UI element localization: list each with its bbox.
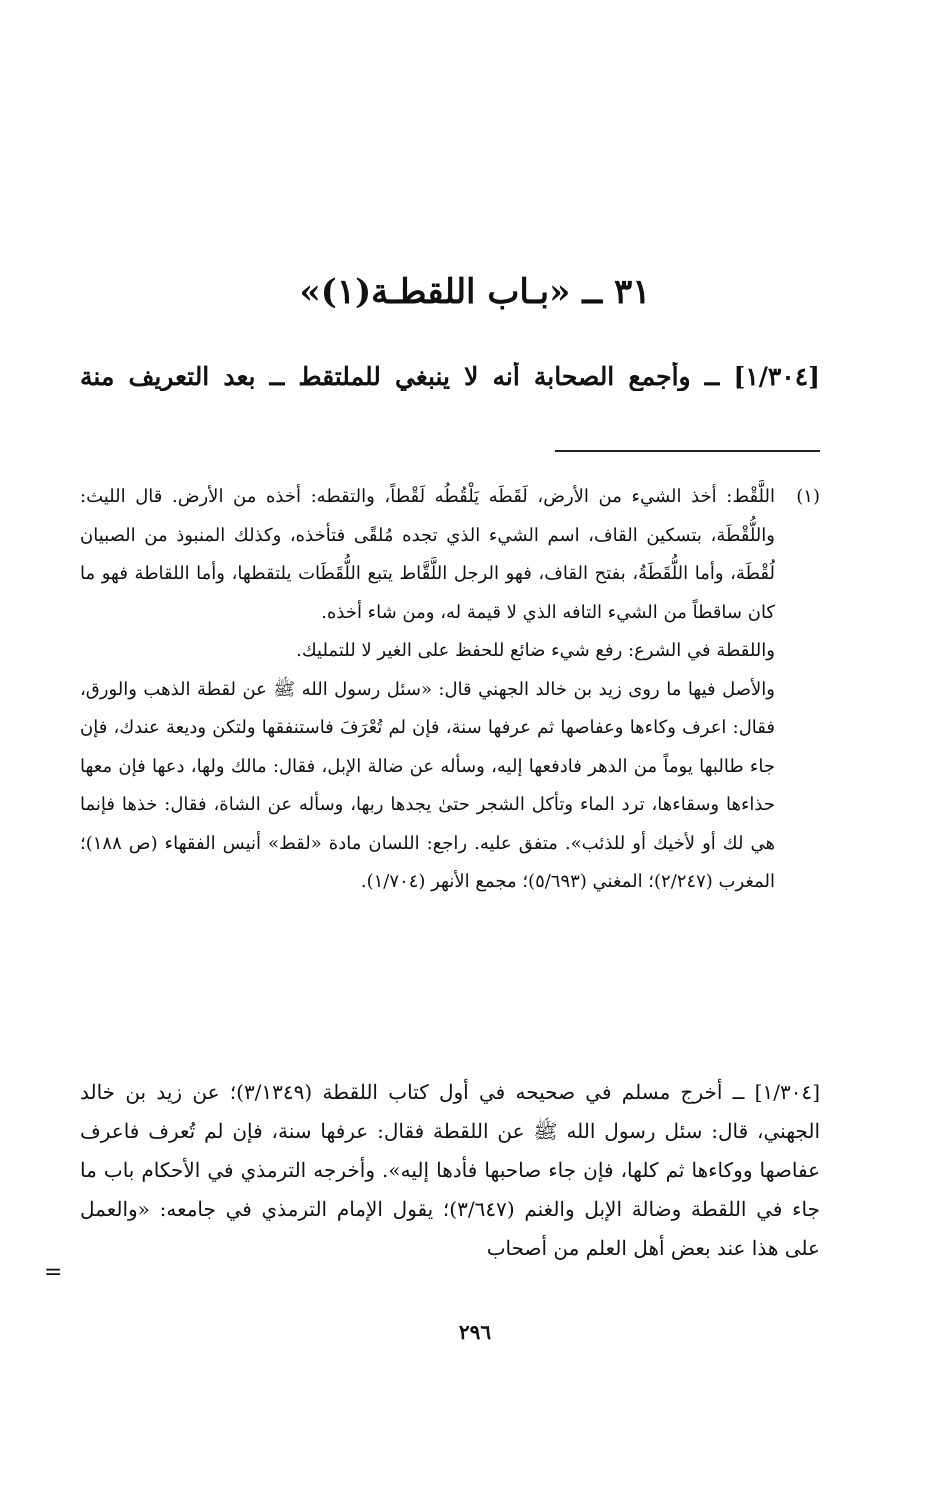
footnote [80,478,820,902]
continuation-mark: = [44,1260,63,1285]
footnote-paragraph-sharia: واللقطة في الشرع: رفع شيء ضائع للحفظ على الغير لا للتمليك. [296,640,775,661]
chapter-title: ٣١ ــ «بـاب اللقطـة(١)» [299,272,651,312]
footnote-separator [555,450,820,452]
footnote-row [80,478,820,902]
footnote-paragraph-hadith: والأصل فيها ما روى زيد بن خالد الجهني قال: «سئل رسول الله ﷺ عن لقطة الذهب والورق، فقال: اعرف وكاءها وعفاصها ثم عرفها سنة، فإن لم تُعْرَفَ فاستنفقها ولتكن وديعة عندك، فإن جاء طالبها يوماً من الدهر فادفعها إليه، وسأله عن ضالة الإبل، فقال: مالك ولها، دعها فإن معها حذاءها وسقاءها، ترد الماء وتأكل الشجر حتىٰ يجدها ربها، وسأله عن الشاة، فقال: خذها فإنما هي لك أو لأخيك أو للذئب». متفق عليه. راجع: اللسان مادة «لقط» أنيس الفقهاء (ص ١٨٨)؛ المغرب (٢/٢٤٧)؛ المغني (٥/٦٩٣)؛ مجمع الأنهر (١/٧٠٤). [80,678,775,892]
main-text-line: [١/٣٠٤] ــ وأجمع الصحابة أنه لا ينبغي للملتقط ــ بعد التعريف منة [80,362,820,391]
commentary-paragraph: [١/٣٠٤] ــ أخرج مسلم في صحيحه في أول كتاب اللقطة (٣/١٣٤٩)؛ عن زيد بن خالد الجهني، قال: سئل رسول الله ﷺ عن اللقطة فقال: عرفها سنة، فإن لم تُعرف فاعرف عفاصها ووكاءها ثم كلها، فإن جاء صاحبها فأدها إليه». وأخرجه الترمذي في الأحكام باب ما جاء في اللقطة وضالة الإبل والغنم (٣/٦٤٧)؛ يقول الإمام الترمذي في جامعه: «والعمل على هذا عند بعض أهل العلم من أصحاب [80,1080,820,1260]
footnote-paragraph-definition: اللَّقْط: أخذ الشيء من الأرض، لَقَطَه يَلْقُطُه لَقْطاً، والتقطه: أخذه من الأرض. قال الليث: واللُّقْطَة، بتسكين القاف، اسم الشيء الذي تجده مُلقًى فتأخذه، وكذلك المنبوذ من الصبيان لُقْطَة، وأما اللُّقَطَةُ، بفتح القاف، فهو الرجل اللَّقَّاط يتبع اللُّقَطَات يلتقطها، وأما اللقاطة فهو ما كان ساقطاً من الشيء التافه الذي لا قيمة له، ومن شاء أخذه. [80,486,775,623]
footnote-number: (١) [796,486,820,507]
footnote-body [80,478,775,902]
page-number: ٢٩٦ [458,1320,492,1344]
